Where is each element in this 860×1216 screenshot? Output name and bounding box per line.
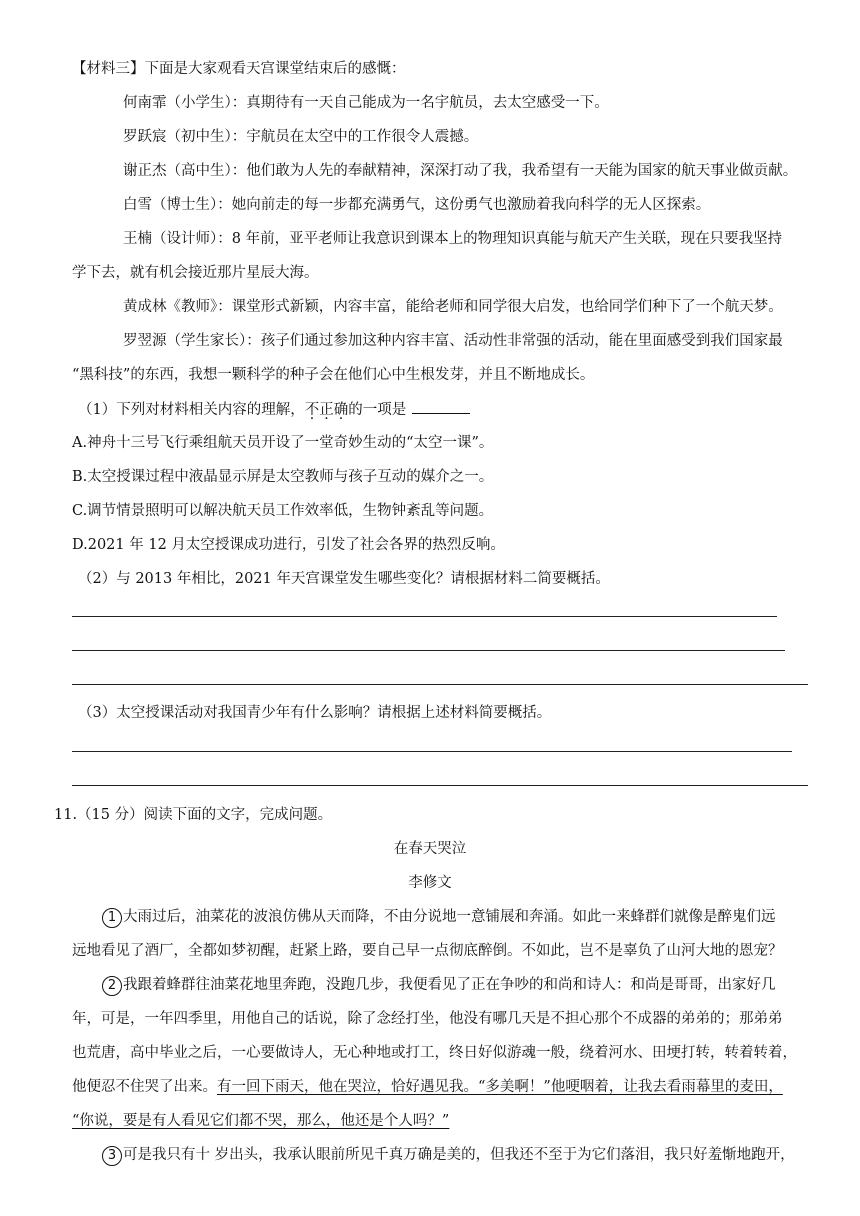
q2-answer-line[interactable] <box>72 684 808 685</box>
material3-heading: 【材料三】下面是大家观看天宫课堂结束后的感慨： <box>72 61 406 77</box>
comment-luo-line2: “黑科技”的东西，我想一颗科学的种子会在他们心中生根发芽，并且不断地成长。 <box>72 367 595 383</box>
q1-emph-char: 确 <box>333 402 349 418</box>
p2-underlined-sentence: 有一回下雨天，他在哭泣，恰好遇见我。“多美啊！”他哽咽着，让我去看雨幕里的麦田， <box>217 1079 783 1095</box>
comment-he: 何南霏（小学生）：真期待有一天自己能成为一名宇航员，去太空感受一下。 <box>123 95 609 111</box>
q3-answer-line[interactable] <box>72 751 792 752</box>
q1-suffix: 的一项是 <box>348 402 407 418</box>
p2-plain-text: 他便忍不住哭了出来。 <box>72 1079 217 1095</box>
paragraph-1-line2: 远地看见了酒厂，全都如梦初醒，赶紧上路，要自己早一点彻底醉倒。不如此，岂不是辜负了山河大地的恩宠？ <box>72 943 783 959</box>
question-11-header: 11.（15 分）阅读下面的文字，完成问题。 <box>54 807 333 823</box>
paragraph-2-line3: 也荒唐，高中毕业之后，一心要做诗人，无心种地或打工，终日好似游魂一般，绕着河水、田埂打转，转着转着， <box>72 1045 797 1061</box>
question-3: （3）太空授课活动对我国青少年有什么影响？请根据上述材料简要概括。 <box>78 705 552 721</box>
p2-text: 我跟着蜂群往油菜花地里奔跑，没跑几步，我便看见了正在争吵的和尚和诗人：和尚是哥哥，出家好几 <box>123 977 776 993</box>
q1-emph-char: 不 <box>304 402 320 418</box>
paragraph-2-line4 <box>72 1077 783 1097</box>
paragraph-number-3: 3 <box>102 1146 122 1166</box>
paragraph-2-line2: 年，可是，一年四季里，用他自己的话说，除了念经打坐，他没有哪几天是不担心那个不成器的弟弟的；那弟弟 <box>72 1011 783 1027</box>
comment-wang-line1: 王楠（设计师）：8 年前，亚平老师让我意识到课本上的物理知识真能与航天产生关联，现在只要我坚持 <box>123 231 783 247</box>
comment-wang-line2: 学下去，就有机会接近那片星辰大海。 <box>72 265 319 281</box>
article-title: 在春天哭泣 <box>393 841 467 857</box>
q2-answer-line[interactable] <box>72 616 777 617</box>
paragraph-2-line1 <box>102 975 776 996</box>
q1-prefix: （1）下列对材料相关内容的理解， <box>78 402 305 418</box>
paragraph-number-2: 2 <box>102 976 122 996</box>
q1-option-b: B.太空授课过程中液晶显示屏是太空教师与孩子互动的媒介之一。 <box>72 469 494 485</box>
q1-emph-char: 正 <box>319 402 334 418</box>
paragraph-1-line1 <box>102 907 776 928</box>
p3-text: 可是我只有十 岁出头，我承认眼前所见千真万确是美的，但我还不至于为它们落泪，我只好羞惭地跑开， <box>123 1147 795 1163</box>
question-1 <box>78 399 470 420</box>
article-author: 李修文 <box>408 875 452 891</box>
p1-text: 大雨过后，油菜花的波浪仿佛从天而降，不由分说地一意铺展和奔涌。如此一来蜂群们就像是醉鬼们远 <box>123 909 776 925</box>
q1-answer-blank[interactable] <box>412 399 470 414</box>
comment-luo-yuechen: 罗跃宸（初中生）：宇航员在太空中的工作很令人震撼。 <box>123 129 479 145</box>
comment-baixue: 白雪（博士生）：她向前走的每一步都充满勇气，这份勇气也激励着我向科学的无人区探索。 <box>123 197 711 213</box>
paragraph-2-line5 <box>72 1111 449 1131</box>
comment-luo-line1: 罗翌源（学生家长）：孩子们通过参加这种内容丰富、活动性非常强的活动，能在里面感受到我们国家最 <box>123 333 783 349</box>
q1-option-c: C.调节情景照明可以解决航天员工作效率低，生物钟紊乱等问题。 <box>72 503 494 519</box>
paragraph-3-line1 <box>102 1145 795 1166</box>
question-2: （2）与 2013 年相比，2021 年天宫课堂发生哪些变化？请根据材料二简要概括。 <box>78 571 610 587</box>
q1-option-a: A.神舟十三号飞行乘组航天员开设了一堂奇妙生动的“太空一课”。 <box>72 435 494 451</box>
paragraph-number-1: 1 <box>102 908 122 928</box>
p2-underlined-sentence: “你说，要是有人看见它们都不哭，那么，他还是个人吗？” <box>72 1113 450 1129</box>
q2-answer-line[interactable] <box>72 650 785 651</box>
comment-xie: 谢正杰（高中生）：他们敢为人先的奉献精神，深深打动了我，我希望有一天能为国家的航天事业做贡献。 <box>123 163 798 179</box>
q3-answer-line[interactable] <box>72 785 808 786</box>
q1-option-d: D.2021 年 12 月太空授课成功进行，引发了社会各界的热烈反响。 <box>72 537 505 553</box>
comment-huang: 黄成林《教师》：课堂形式新颖，内容丰富，能给老师和同学很大启发，也给同学们种下了一个航天梦。 <box>123 299 783 315</box>
